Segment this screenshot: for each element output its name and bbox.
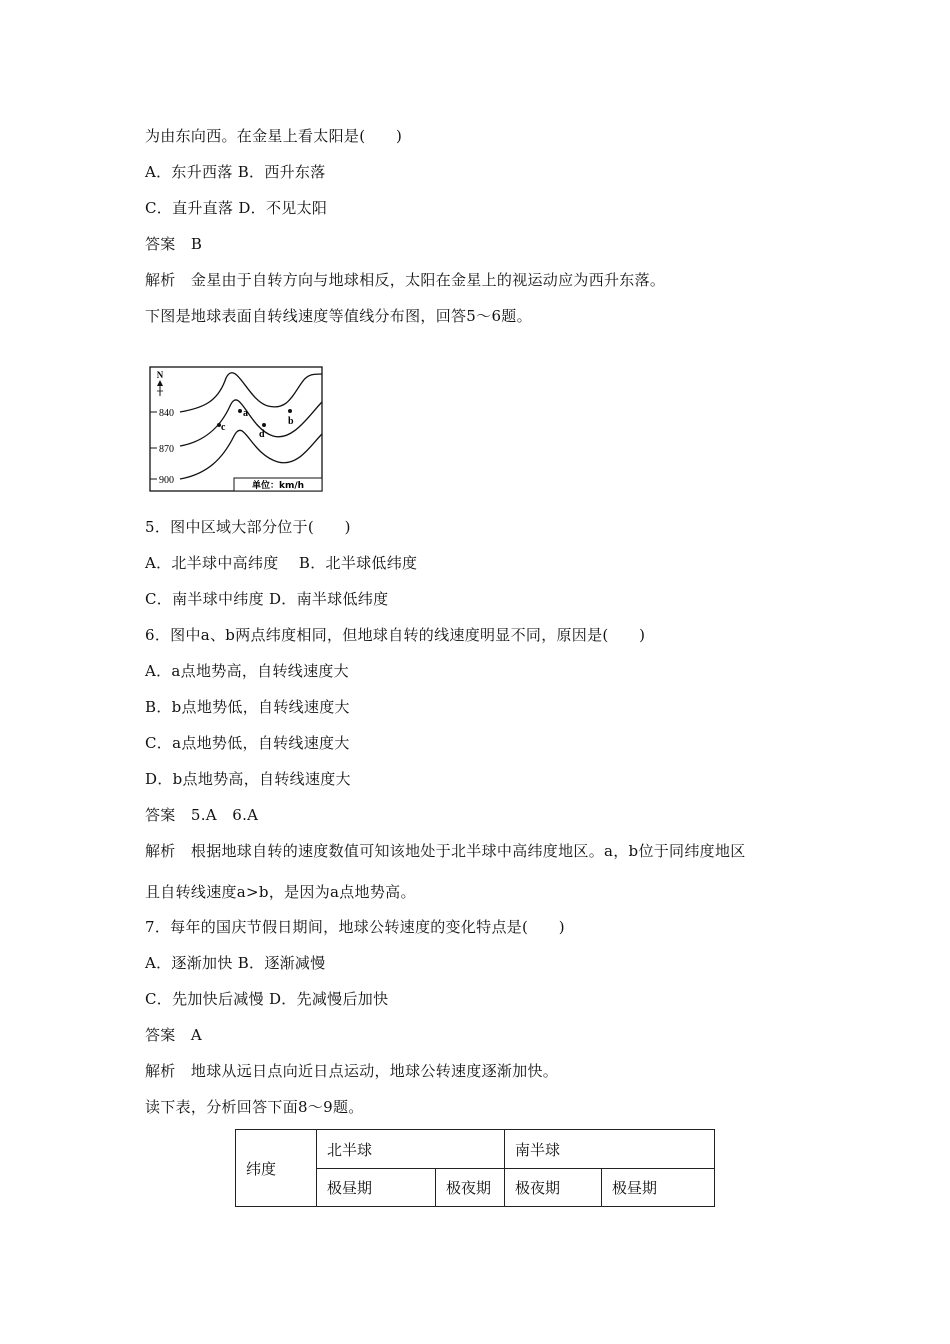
contour-label-900: 900 <box>159 475 174 486</box>
unit-label: 单位：km/h <box>251 481 305 491</box>
point-a-marker <box>238 409 242 413</box>
line-15: 答案 5.A 6.A <box>145 806 259 824</box>
point-c-label: c <box>221 422 226 433</box>
col-north-polar-night: 极夜期 <box>436 1169 505 1207</box>
contour-840 <box>180 373 322 412</box>
line-19: A．逐渐加快 B．逐渐减慢 <box>145 954 326 972</box>
point-b-marker <box>288 409 292 413</box>
line-6: 下图是地球表面自转线速度等值线分布图，回答5～6题。 <box>145 307 532 325</box>
line-9: C．南半球中纬度 D．南半球低纬度 <box>145 590 389 608</box>
north-label: N <box>156 370 164 380</box>
contour-label-870: 870 <box>159 444 174 455</box>
line-21: 答案 A <box>145 1026 203 1044</box>
latitude-table <box>235 1129 715 1207</box>
contour-900 <box>180 430 322 479</box>
line-16: 解析 根据地球自转的速度数值可知该地处于北半球中高纬度地区。a，b位于同纬度地区 <box>145 842 746 860</box>
line-22: 解析 地球从远日点向近日点运动，地球公转速度逐渐加快。 <box>145 1062 559 1080</box>
line-7: 5．图中区域大部分位于( ) <box>145 518 351 536</box>
col-north-polar-day: 极昼期 <box>317 1169 436 1207</box>
line-11: A．a点地势高，自转线速度大 <box>145 662 349 680</box>
line-3: C．直升直落 D．不见太阳 <box>145 199 328 217</box>
line-17: 且自转线速度a>b，是因为a点地势高。 <box>145 883 416 901</box>
line-13: C．a点地势低，自转线速度大 <box>145 734 350 752</box>
header-north: 北半球 <box>317 1130 505 1169</box>
line-1: 为由东向西。在金星上看太阳是( ) <box>145 127 403 145</box>
line-10: 6．图中a、b两点纬度相同，但地球自转的线速度明显不同，原因是( ) <box>145 626 646 644</box>
col-south-polar-night: 极夜期 <box>505 1169 602 1207</box>
point-d-label: d <box>259 429 265 440</box>
point-b-label: b <box>288 416 294 427</box>
line-12: B．b点地势低，自转线速度大 <box>145 698 350 716</box>
contour-label-840: 840 <box>159 408 174 419</box>
contour-figure <box>148 366 324 494</box>
header-south: 南半球 <box>505 1130 715 1169</box>
line-4: 答案 B <box>145 235 203 253</box>
line-2: A．东升西落 B．西升东落 <box>145 163 326 181</box>
line-8: A．北半球中高纬度 B．北半球低纬度 <box>145 554 418 572</box>
line-20: C．先加快后减慢 D．先减慢后加快 <box>145 990 389 1008</box>
col-south-polar-day: 极昼期 <box>602 1169 715 1207</box>
line-5: 解析 金星由于自转方向与地球相反，太阳在金星上的视运动应为西升东落。 <box>145 271 666 289</box>
line-14: D．b点地势高，自转线速度大 <box>145 770 351 788</box>
line-23: 读下表，分析回答下面8～9题。 <box>145 1098 364 1116</box>
header-latitude: 纬度 <box>236 1130 317 1207</box>
point-a-label: a <box>243 408 248 419</box>
point-d-marker <box>262 423 266 427</box>
line-18: 7．每年的国庆节假日期间，地球公转速度的变化特点是( ) <box>145 918 565 936</box>
